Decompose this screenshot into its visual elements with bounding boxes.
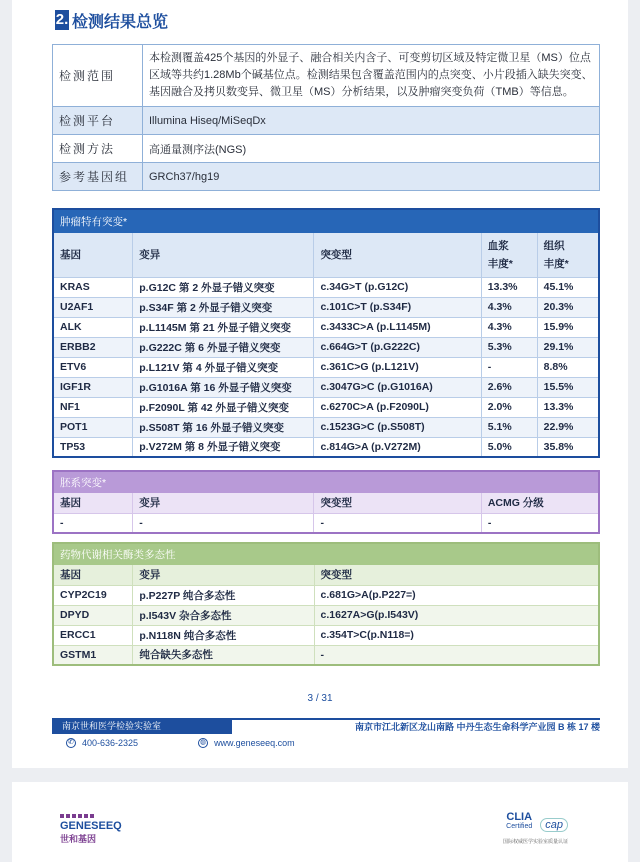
table-cell: 5.3% xyxy=(481,337,537,357)
info-key: 参考基因组 xyxy=(53,163,143,191)
table-cell: 5.1% xyxy=(481,417,537,437)
info-value: GRCh37/hg19 xyxy=(143,163,600,191)
table-cell: c.3433C>A (p.L1145M) xyxy=(314,317,481,337)
column-header: 突变型 xyxy=(314,493,481,513)
column-header: 变异 xyxy=(133,565,314,585)
table-cell: 22.9% xyxy=(537,417,599,437)
table-cell: - xyxy=(314,645,599,665)
table-row xyxy=(53,585,599,605)
table-cell: c.354T>C(p.N118=) xyxy=(314,625,599,645)
table-cell: KRAS xyxy=(53,277,133,297)
cap-subtitle: 国际权威医学实验室质量认证 xyxy=(502,839,568,845)
table-row xyxy=(53,297,599,317)
table-cell: ERBB2 xyxy=(53,337,133,357)
footer-contact xyxy=(66,738,295,748)
table-cell: NF1 xyxy=(53,397,133,417)
table-cell: 13.3% xyxy=(537,397,599,417)
table-cell: DPYD xyxy=(53,605,133,625)
column-header: 突变型 xyxy=(314,233,481,277)
globe-icon: ◍ xyxy=(200,739,207,746)
table-cell: p.N118N 纯合多态性 xyxy=(133,625,314,645)
table-cell: TP53 xyxy=(53,437,133,457)
table-cell: 35.8% xyxy=(537,437,599,457)
table-cell: - xyxy=(133,513,314,533)
table-cell: p.F2090L 第 42 外显子错义突变 xyxy=(133,397,314,417)
table-cell: GSTM1 xyxy=(53,645,133,665)
table-cell: 4.3% xyxy=(481,297,537,317)
table-cell: c.681G>A(p.P227=) xyxy=(314,585,599,605)
table-row xyxy=(53,277,599,297)
table-row xyxy=(53,645,599,665)
drug-metabolism-table xyxy=(52,542,600,666)
column-header: 基因 xyxy=(53,565,133,585)
logo-mark-icon xyxy=(60,814,130,818)
table-cell: 15.5% xyxy=(537,377,599,397)
info-value: Illumina Hiseq/MiSeqDx xyxy=(143,107,600,135)
table-cell: p.L121V 第 4 外显子错义突变 xyxy=(133,357,314,377)
table-row xyxy=(53,437,599,457)
logo-text-en: GENESEEQ xyxy=(60,820,122,832)
table-cell: 15.9% xyxy=(537,317,599,337)
footer-lab-name: 南京世和医学检验实验室 xyxy=(52,718,232,734)
table-row xyxy=(53,625,599,645)
table-cell: c.1523G>C (p.S508T) xyxy=(314,417,481,437)
info-value: 高通量测序法(NGS) xyxy=(143,135,600,163)
table-cell: p.G12C 第 2 外显子错义突变 xyxy=(133,277,314,297)
table-cell: 2.6% xyxy=(481,377,537,397)
column-header: 基因 xyxy=(53,493,133,513)
table-cell: - xyxy=(53,513,133,533)
table-cell: IGF1R xyxy=(53,377,133,397)
next-page-header xyxy=(12,782,628,862)
report-page xyxy=(12,0,628,768)
column-header: 突变型 xyxy=(314,565,599,585)
table-cell: - xyxy=(481,513,599,533)
table-cell: p.L1145M 第 21 外显子错义突变 xyxy=(133,317,314,337)
info-key: 检测范围 xyxy=(53,45,143,107)
table-cell: 纯合缺失多态性 xyxy=(133,645,314,665)
table-cell: c.814G>A (p.V272M) xyxy=(314,437,481,457)
table-cell: 4.3% xyxy=(481,317,537,337)
section-title xyxy=(55,8,168,32)
table-cell: 13.3% xyxy=(481,277,537,297)
table-row xyxy=(53,377,599,397)
tumor-mutation-table xyxy=(52,208,600,458)
table-caption: 肿瘤特有突变* xyxy=(53,209,599,233)
column-header: 血浆 丰度* xyxy=(481,233,537,277)
table-cell: c.664G>T (p.G222C) xyxy=(314,337,481,357)
table-cell: 2.0% xyxy=(481,397,537,417)
geneseeq-logo xyxy=(60,814,130,845)
table-cell: U2AF1 xyxy=(53,297,133,317)
table-cell: p.I543V 杂合多态性 xyxy=(133,605,314,625)
table-cell: c.101C>T (p.S34F) xyxy=(314,297,481,317)
table-cell: 29.1% xyxy=(537,337,599,357)
clia-logo: CLIA Certified xyxy=(506,811,533,830)
table-cell: 5.0% xyxy=(481,437,537,457)
table-cell: 20.3% xyxy=(537,297,599,317)
table-row xyxy=(53,337,599,357)
column-header: 基因 xyxy=(53,233,133,277)
page-number: 3 / 31 xyxy=(307,693,333,704)
column-header: 变异 xyxy=(133,493,314,513)
table-cell: ALK xyxy=(53,317,133,337)
table-cell: c.1627A>G(p.I543V) xyxy=(314,605,599,625)
table-row xyxy=(53,317,599,337)
table-caption: 药物代谢相关酶类多态性 xyxy=(53,543,599,565)
info-key: 检测平台 xyxy=(53,107,143,135)
table-row xyxy=(53,417,599,437)
footer-address: 南京市江北新区龙山南路 中丹生态生命科学产业园 B 栋 17 楼 xyxy=(354,722,600,732)
section-heading: 检测结果总览 xyxy=(72,13,169,31)
table-cell: ETV6 xyxy=(53,357,133,377)
table-cell: p.G222C 第 6 外显子错义突变 xyxy=(133,337,314,357)
certification-logos xyxy=(502,811,568,845)
info-value: 本检测覆盖425个基因的外显子、融合相关内含子、可变剪切区域及特定微卫星（MS）位点区域等共约1.28Mb个碱基位点。检测结果包含覆盖范围内的点突变、小片段插入缺失突变、基因融合及拷贝数变异、微卫星（MS）分析结果，以及肿瘤突变负荷（TMB）等信息。 xyxy=(143,45,600,107)
table-cell: POT1 xyxy=(53,417,133,437)
phone-icon: ✆ xyxy=(66,738,76,748)
table-cell: c.361C>G (p.L121V) xyxy=(314,357,481,377)
table-cell: p.V272M 第 8 外显子错义突变 xyxy=(133,437,314,457)
table-cell: - xyxy=(481,357,537,377)
section-number: 2. xyxy=(55,11,69,28)
germline-mutation-table xyxy=(52,470,600,534)
table-row xyxy=(53,397,599,417)
cap-logo: cap xyxy=(540,818,568,832)
table-cell: CYP2C19 xyxy=(53,585,133,605)
info-key: 检测方法 xyxy=(53,135,143,163)
test-info-table xyxy=(52,44,600,191)
table-cell: c.6270C>A (p.F2090L) xyxy=(314,397,481,417)
column-header: 变异 xyxy=(133,233,314,277)
table-cell: ERCC1 xyxy=(53,625,133,645)
table-cell: - xyxy=(314,513,481,533)
footer-website[interactable]: www.geneseeq.com xyxy=(214,738,295,748)
table-cell: 45.1% xyxy=(537,277,599,297)
table-cell: 8.8% xyxy=(537,357,599,377)
table-cell: c.34G>T (p.G12C) xyxy=(314,277,481,297)
table-caption: 胚系突变* xyxy=(53,471,599,493)
table-cell: p.P227P 纯合多态性 xyxy=(133,585,314,605)
footer-bar xyxy=(52,718,600,732)
table-cell: c.3047G>C (p.G1016A) xyxy=(314,377,481,397)
footer-phone: 400-636-2325 xyxy=(82,738,139,748)
table-cell: p.S34F 第 2 外显子错义突变 xyxy=(133,297,314,317)
table-row xyxy=(53,357,599,377)
logo-text-zh: 世和基因 xyxy=(60,834,97,844)
table-cell: p.S508T 第 16 外显子错义突变 xyxy=(133,417,314,437)
column-header: ACMG 分级 xyxy=(481,493,599,513)
column-header: 组织 丰度* xyxy=(537,233,599,277)
table-row xyxy=(53,605,599,625)
table-cell: p.G1016A 第 16 外显子错义突变 xyxy=(133,377,314,397)
